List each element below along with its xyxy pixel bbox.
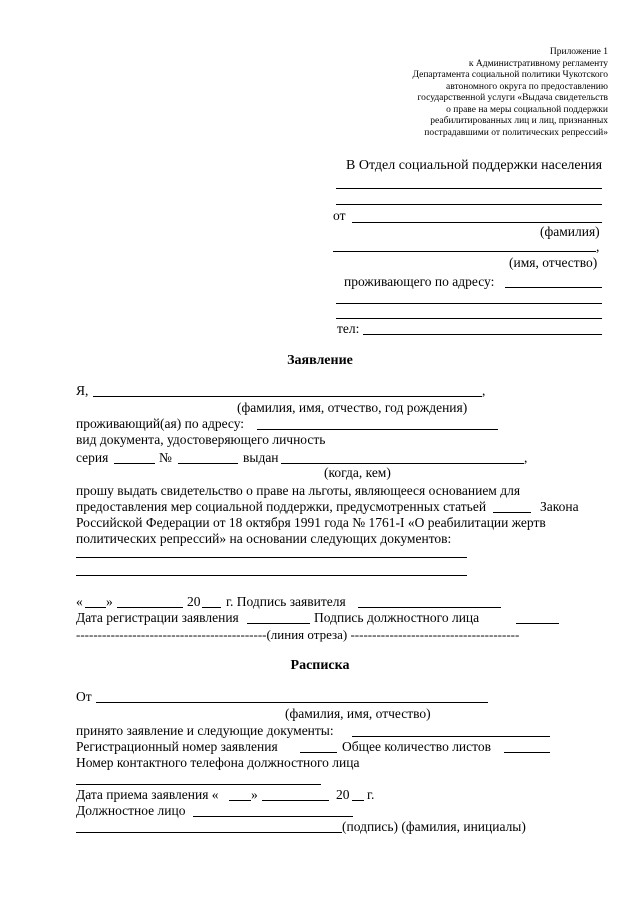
surname-field-2[interactable] [333,251,596,252]
body-line: прошу выдать свидетельство о праве на льготы, являющееся основанием для [76,483,521,498]
body-line: Российской Федерации от 18 октября 1991 года № 1761-I «О реабилитации жертв [76,515,546,530]
body-line: политических репрессий» на основании следующих документов: [76,531,452,546]
issued-field[interactable] [281,463,524,464]
reg-number-field[interactable] [300,752,337,753]
receipt-signature-hint: (подпись) (фамилия, инициалы) [342,819,526,834]
official-signature-field[interactable] [516,623,559,624]
sheets-field[interactable] [504,752,550,753]
receipt-day-field[interactable] [229,800,251,801]
from-label: от [333,208,346,223]
appendix-line: о праве на меры социальной поддержки [446,104,608,115]
application-title: Заявление [287,353,353,368]
appendix-line: к Административному регламенту [468,58,608,69]
documents-field[interactable] [76,557,467,558]
name-hint: (имя, отчество) [509,255,598,270]
series-field[interactable] [114,463,155,464]
series-label: серия [76,450,109,465]
number-label: № [159,450,172,465]
receipt-from-hint: (фамилия, имя, отчество) [285,706,431,721]
applicant-signature-label: г. Подпись заявителя [226,594,346,609]
fullname-hint: (фамилия, имя, отчество, год рождения) [237,400,468,415]
sheets-label: Общее количество листов [342,739,491,754]
comma: , [596,239,600,254]
residing-field[interactable] [257,429,498,430]
appendix-line: Департамента социальной политики Чукотского [412,70,608,80]
address-field-2[interactable] [336,303,602,304]
i-label: Я, [76,383,89,398]
residing-label: проживающего по адресу: [344,274,495,289]
receipt-from-label: От [76,689,92,704]
address-field[interactable] [505,287,602,288]
receipt-signature-field[interactable] [76,832,342,833]
issued-hint: (когда, кем) [324,465,391,480]
surname-field[interactable] [352,222,602,223]
addressee-line[interactable] [336,188,602,189]
year-prefix: 20 [187,594,201,609]
cut-line: --------------------------------------------(линия отрезa) --------------------------------------- [76,627,520,642]
official-phone-field[interactable] [76,784,321,785]
documents-field[interactable] [76,575,467,576]
year-field[interactable] [202,607,221,608]
reg-number-label: Регистрационный номер заявления [76,739,278,754]
appendix-line: автономного округа по предоставлению [446,81,608,92]
issued-label: выдан [243,450,279,465]
appendix-block [413,47,609,139]
residing-label: проживающий(ая) по адресу: [76,416,245,431]
addressee-to: В Отдел социальной поддержки населения [346,158,603,173]
number-field[interactable] [178,463,238,464]
official-phone-label: Номер контактного телефона должностного лица [76,755,360,770]
receipt-year-suffix: г. [367,787,375,802]
official-label: Должностное лицо [76,803,186,818]
appendix-line: Приложение 1 [549,47,608,57]
month-field[interactable] [117,607,183,608]
applicant-signature-field[interactable] [358,607,501,608]
receipt-from-field[interactable] [96,702,488,703]
appendix-line: реабилитированных лиц и лиц, признанных [430,116,608,126]
reg-date-field[interactable] [247,623,310,624]
appendix-line: государственной услуги «Выдача свидетельств [417,93,608,103]
receipt-date-label: Дата приема заявления « [76,787,219,802]
appendix-line: пострадавшими от политических репрессий» [424,127,608,138]
official-signature-label: Подпись должностного лица [314,610,480,625]
receipt-year-field[interactable] [352,800,364,801]
reg-date-label: Дата регистрации заявления [76,610,239,625]
doc-label: вид документа, удостоверяющего личность [76,432,326,447]
receipt-date-close: » [251,787,258,802]
fullname-field[interactable] [93,396,482,397]
issued-comma: , [524,450,528,465]
surname-hint: (фамилия) [540,224,600,239]
receipt-month-field[interactable] [262,800,329,801]
phone-field[interactable] [363,334,602,335]
official-field[interactable] [193,816,353,817]
date-close: » [106,594,113,609]
address-field-3[interactable] [336,318,602,319]
accepted-field[interactable] [352,736,550,737]
article-field[interactable] [493,512,531,513]
day-field[interactable] [85,607,106,608]
date-open: « [76,594,83,609]
addressee-line[interactable] [336,204,602,205]
law-word: Закона [540,499,579,514]
phone-label: тел: [337,321,360,336]
receipt-title: Расписка [290,658,350,673]
body-line: предоставления мер социальной поддержки, предусмотренных статьей [76,499,487,514]
i-comma: , [482,383,486,398]
accepted-label: принято заявление и следующие документы: [76,723,334,738]
receipt-year-prefix: 20 [336,787,350,802]
